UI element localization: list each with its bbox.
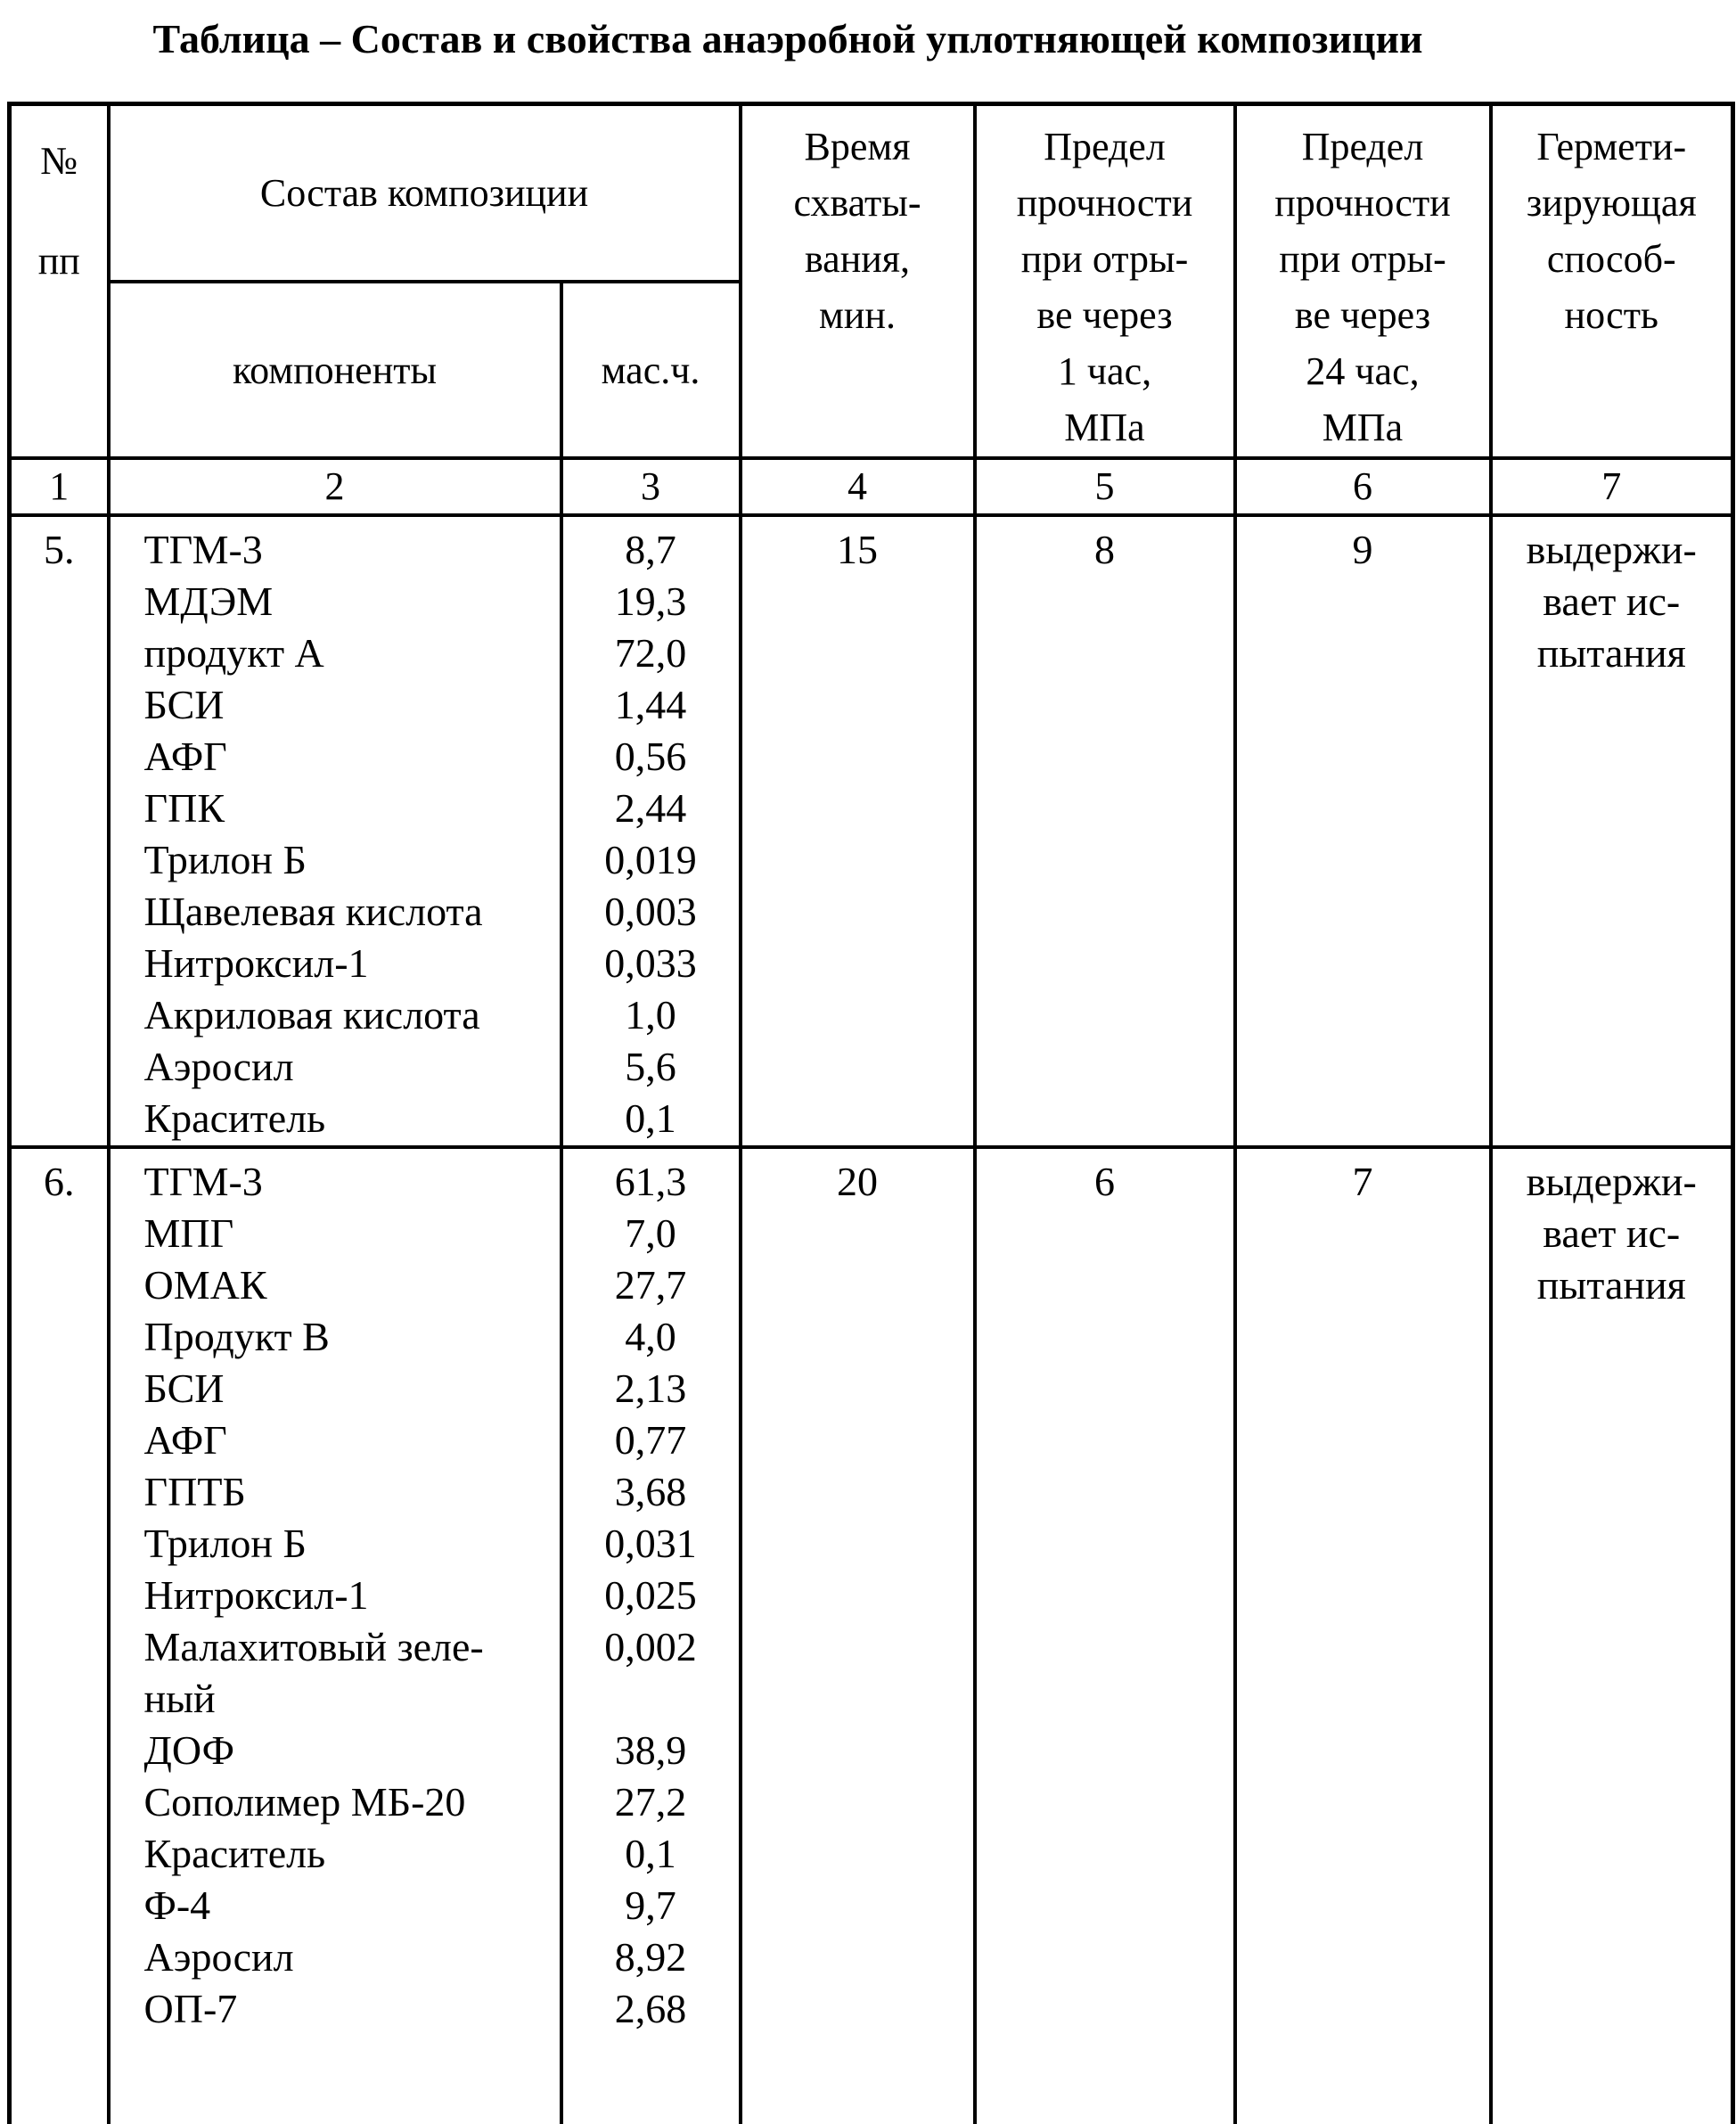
component-mass: 0,019 — [604, 837, 697, 882]
column-number-cell: 1 — [10, 458, 109, 515]
component-mass: 1,44 — [614, 682, 687, 727]
strength-1h-cell: 6 — [975, 1147, 1235, 2124]
strength-24h-cell: 9 — [1235, 515, 1491, 1147]
component-name: МДЭМ — [143, 578, 274, 624]
component-mass: 8,7 — [625, 527, 676, 572]
component-mass: 8,92 — [614, 1934, 687, 1980]
component-name: ДОФ — [143, 1727, 235, 1773]
component-name: Краситель — [143, 1095, 326, 1141]
component-name: Сополимер МБ-20 — [143, 1779, 466, 1825]
component-mass: 0,031 — [604, 1521, 697, 1566]
strength-1h-cell: 8 — [975, 515, 1235, 1147]
component-mass: 7,0 — [625, 1210, 676, 1256]
table-row — [10, 1147, 1733, 2124]
component-name: ТГМ-3 — [143, 527, 263, 572]
component-mass: 0,003 — [604, 889, 697, 934]
component-mass: 2,44 — [614, 785, 687, 831]
component-name: ОМАК — [143, 1262, 267, 1308]
component-mass: 9,7 — [625, 1882, 676, 1928]
component-mass: 19,3 — [614, 578, 687, 624]
component-name: АФГ — [143, 734, 227, 779]
component-name: ТГМ-3 — [143, 1159, 263, 1204]
header-strength-24h: Предел прочности при отры- ве через 24 час, МПа — [1235, 104, 1491, 459]
sealing-cell: выдержи- вает ис- пытания — [1491, 515, 1733, 1147]
component-name: Нитроксил-1 — [143, 940, 369, 986]
component-mass: 1,0 — [625, 992, 676, 1037]
component-name: Аэросил — [143, 1934, 294, 1980]
column-number-cell: 6 — [1235, 458, 1491, 515]
component-mass: 2,13 — [614, 1365, 687, 1411]
mass-cell — [561, 1147, 741, 2124]
component-name: БСИ — [143, 1365, 225, 1411]
component-mass: 2,68 — [614, 1986, 687, 2031]
mass-cell — [561, 515, 741, 1147]
column-number-cell: 7 — [1491, 458, 1733, 515]
setting-time-cell: 15 — [741, 515, 975, 1147]
setting-time-cell: 20 — [741, 1147, 975, 2124]
header-sealing: Гермети- зирующая способ- ность — [1491, 104, 1733, 459]
component-name: Акриловая кислота — [143, 992, 480, 1037]
column-numbers-row — [10, 458, 1733, 515]
component-name: Ф-4 — [143, 1882, 211, 1928]
header-composition-group: Состав композиции — [109, 104, 741, 283]
component-name: продукт А — [143, 630, 324, 676]
component-mass: 0,1 — [625, 1095, 676, 1141]
component-name: Нитроксил-1 — [143, 1572, 369, 1618]
component-name: ГПК — [143, 785, 225, 831]
row-number-cell: 5. — [10, 515, 109, 1147]
column-number-cell: 2 — [109, 458, 561, 515]
component-name: Трилон Б — [143, 1521, 307, 1566]
column-number-cell: 3 — [561, 458, 741, 515]
header-setting-time: Время схваты- вания, мин. — [741, 104, 975, 459]
component-mass: 0,025 — [604, 1572, 697, 1618]
component-name: АФГ — [143, 1417, 227, 1463]
component-name: БСИ — [143, 682, 225, 727]
component-mass: 27,7 — [614, 1262, 687, 1308]
column-number-cell: 5 — [975, 458, 1235, 515]
table-body — [10, 515, 1733, 2124]
components-cell — [109, 1147, 561, 2124]
column-number-cell: 4 — [741, 458, 975, 515]
component-mass: 0,56 — [614, 734, 687, 779]
table-header — [10, 104, 1733, 516]
components-cell — [109, 515, 561, 1147]
component-name: Краситель — [143, 1831, 326, 1876]
component-mass: 0,77 — [614, 1417, 687, 1463]
strength-24h-cell: 7 — [1235, 1147, 1491, 2124]
component-name: Продукт В — [143, 1314, 330, 1359]
composition-table — [7, 102, 1735, 2124]
component-mass: 0,033 — [604, 940, 697, 986]
table-row — [10, 515, 1733, 1147]
page-title: Таблица – Состав и свойства анаэробной уплотняющей композиции — [152, 16, 1423, 62]
component-mass: 5,6 — [625, 1044, 676, 1089]
component-name: МПГ — [143, 1210, 234, 1256]
component-name: Малахитовый зеле- — [143, 1624, 484, 1669]
header-mass-parts: мас.ч. — [561, 282, 741, 458]
component-mass: 38,9 — [614, 1727, 687, 1773]
component-name: ОП-7 — [143, 1986, 238, 2031]
header-no: № пп — [10, 104, 109, 459]
header-row-top — [10, 104, 1733, 283]
component-mass: 4,0 — [625, 1314, 676, 1359]
header-strength-1h: Предел прочности при отры- ве через 1 час, МПа — [975, 104, 1235, 459]
component-mass: 72,0 — [614, 630, 687, 676]
component-mass: 27,2 — [614, 1779, 687, 1825]
header-components: компоненты — [109, 282, 561, 458]
sealing-cell: выдержи- вает ис- пытания — [1491, 1147, 1733, 2124]
component-name: Щавелевая кислота — [143, 889, 483, 934]
component-mass: 61,3 — [614, 1159, 687, 1204]
component-name: Аэросил — [143, 1044, 294, 1089]
component-name: ГПТБ — [143, 1469, 246, 1514]
row-number-cell: 6. — [10, 1147, 109, 2124]
component-mass: 0,002 — [604, 1624, 697, 1669]
component-mass: 3,68 — [614, 1469, 687, 1514]
component-name: ный — [143, 1676, 216, 1721]
component-mass: 0,1 — [625, 1831, 676, 1876]
component-name: Трилон Б — [143, 837, 307, 882]
component-mass — [564, 1673, 738, 1725]
